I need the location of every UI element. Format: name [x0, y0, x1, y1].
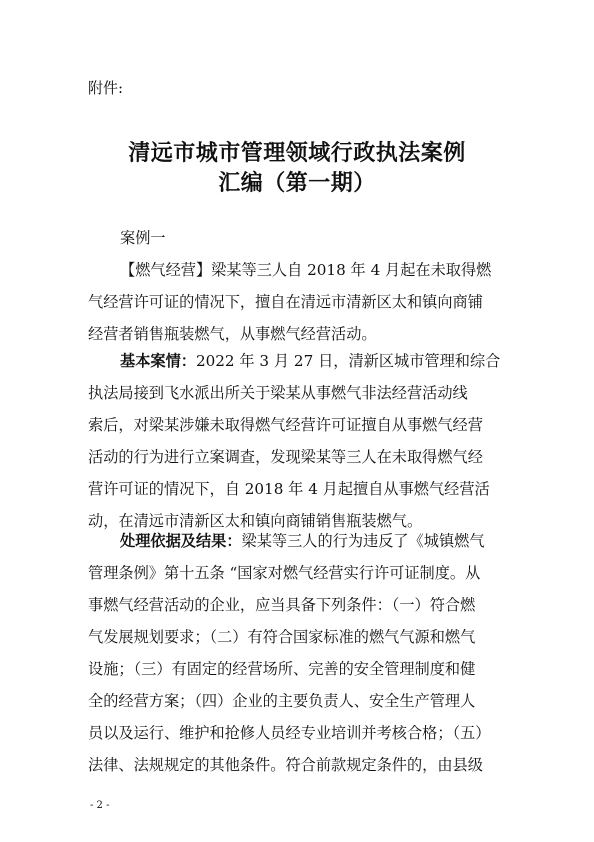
- document-title-line-1: 清远市城市管理领域行政执法案例: [128, 140, 466, 166]
- paragraph-line: 动，在清远市清新区太和镇向商铺销售瓶装燃气。: [88, 512, 423, 530]
- paragraph-line: 设施；（三）有固定的经营场所、完善的安全管理制度和健: [88, 660, 476, 678]
- paragraph-line: 事燃气经营活动的企业，应当具备下列条件：（一）符合燃: [88, 596, 476, 614]
- paragraph-line: 全的经营方案；（四）企业的主要负责人、安全生产管理人: [88, 692, 476, 710]
- page-number: - 2 -: [90, 800, 110, 811]
- document-title-line-2: 汇编（第一期）: [218, 170, 376, 196]
- paragraph-line: 法律、法规规定的其他条件。符合前款规定条件的，由县级: [88, 756, 483, 774]
- section-heading: 处理依据及结果：: [120, 532, 242, 550]
- paragraph-line: 气发展规划要求；（二）有符合国家标准的燃气气源和燃气: [88, 628, 476, 646]
- paragraph-line-text: 梁某等三人的行为违反了《城镇燃气: [241, 532, 485, 550]
- paragraph-first-line: [88, 525, 508, 557]
- paragraph-line: 【燃气经营】梁某等三人自 2018 年 4 月起在未取得燃: [120, 261, 492, 279]
- paragraph-line: 员以及运行、维护和抢修人员经专业培训并考核合格；（五）: [88, 724, 491, 742]
- paragraph-line: 经营者销售瓶装燃气，从事燃气经营活动。: [88, 325, 377, 343]
- paragraph-legal-basis: [88, 525, 508, 781]
- case-label-text: 案例一: [120, 229, 166, 247]
- paragraph-line: 管理条例》第十五条 “国家对燃气经营实行许可证制度。从: [88, 564, 481, 582]
- paragraph-line: 营许可证的情况下，自 2018 年 4 月起擅自从事燃气经营活: [88, 480, 490, 498]
- paragraph-line-text: 2022 年 3 月 27 日，清新区城市管理和综合: [195, 352, 501, 370]
- paragraph-line: 索后，对梁某涉嫌未取得燃气经营许可证擅自从事燃气经营: [88, 416, 483, 434]
- paragraph-line: 活动的行为进行立案调查，发现梁某等三人在未取得燃气经: [88, 448, 483, 466]
- section-heading: 基本案情：: [120, 352, 196, 370]
- attachment-label: 附件:: [88, 79, 124, 97]
- paragraph-basic-facts: [88, 345, 508, 537]
- paragraph-line: 执法局接到飞水派出所关于梁某从事燃气非法经营活动线: [88, 384, 468, 402]
- paragraph-business-summary: [88, 254, 508, 350]
- paragraph-first-line: [88, 345, 508, 377]
- case-label: [88, 222, 508, 254]
- paragraph-line: 气经营许可证的情况下，擅自在清远市清新区太和镇向商铺: [88, 293, 483, 311]
